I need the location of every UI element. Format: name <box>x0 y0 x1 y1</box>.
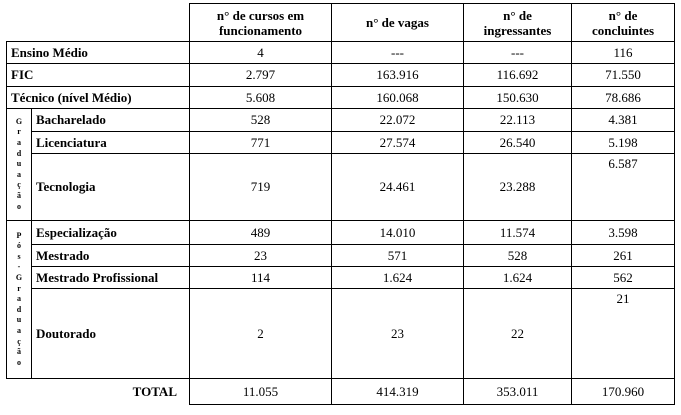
cell-concluintes: 116 <box>572 42 675 64</box>
vertical-letter: d <box>16 148 22 158</box>
vertical-letter: P <box>16 230 22 240</box>
header-cursos: n° de cursos em funcionamento <box>190 4 332 42</box>
vertical-letter: r <box>17 127 21 137</box>
table-row <box>7 154 675 221</box>
vertical-letter: u <box>16 315 22 325</box>
cell-vagas: 27.574 <box>332 132 464 154</box>
graduacao-group-label <box>7 109 32 221</box>
cell-concluintes: 6.587 <box>572 154 675 221</box>
vertical-letter: a <box>17 294 21 304</box>
cell-cursos: 114 <box>190 267 332 289</box>
vertical-letter: ã <box>17 347 21 357</box>
cell-concluintes: 21 <box>572 289 675 379</box>
vertical-letter: ç <box>17 336 21 346</box>
vertical-letter: d <box>16 304 22 314</box>
row-label: Especialização <box>32 221 190 245</box>
cell-vagas: 571 <box>332 245 464 267</box>
row-label: Ensino Médio <box>7 42 190 64</box>
cell-ingressantes: 116.692 <box>464 64 572 87</box>
vertical-text <box>7 117 31 212</box>
table-row <box>7 87 675 109</box>
cell-cursos: 23 <box>190 245 332 267</box>
cell-concluintes: 5.198 <box>572 132 675 154</box>
cell-ingressantes: 150.630 <box>464 87 572 109</box>
vertical-letter: s <box>17 251 21 261</box>
courses-table <box>6 3 675 405</box>
cell-cursos: 2 <box>190 289 332 379</box>
vertical-letter: - <box>17 262 21 272</box>
vertical-letter: a <box>17 138 21 148</box>
cell-cursos: 2.797 <box>190 64 332 87</box>
row-label: Mestrado Profissional <box>32 267 190 289</box>
cell-cursos: 528 <box>190 109 332 132</box>
table-row <box>7 132 675 154</box>
cell-vagas: 24.461 <box>332 154 464 221</box>
cell-vagas: 14.010 <box>332 221 464 245</box>
row-label: Bacharelado <box>32 109 190 132</box>
vertical-letter: u <box>16 159 22 169</box>
pos-graduacao-group-label <box>7 221 32 379</box>
total-cursos: 11.055 <box>190 379 332 405</box>
total-concluintes: 170.960 <box>572 379 675 405</box>
total-label: TOTAL <box>7 379 190 405</box>
vertical-letter: ã <box>17 190 21 200</box>
vertical-letter: ç <box>17 180 21 190</box>
cell-cursos: 489 <box>190 221 332 245</box>
cell-concluintes: 562 <box>572 267 675 289</box>
cell-vagas: 22.072 <box>332 109 464 132</box>
total-row <box>7 379 675 405</box>
table-row <box>7 64 675 87</box>
cell-vagas: 1.624 <box>332 267 464 289</box>
row-label: Licenciatura <box>32 132 190 154</box>
cell-ingressantes: 26.540 <box>464 132 572 154</box>
table-row <box>7 267 675 289</box>
vertical-letter: ó <box>17 241 21 251</box>
header-concluintes: n° de concluintes <box>572 4 675 42</box>
vertical-letter: G <box>15 273 23 283</box>
cell-ingressantes: --- <box>464 42 572 64</box>
header-ingressantes: n° de ingressantes <box>464 4 572 42</box>
cell-vagas: 160.068 <box>332 87 464 109</box>
table-row <box>7 42 675 64</box>
cell-ingressantes: 528 <box>464 245 572 267</box>
cell-ingressantes: 22 <box>464 289 572 379</box>
vertical-text <box>7 231 31 369</box>
cell-cursos: 771 <box>190 132 332 154</box>
row-label: Doutorado <box>32 289 190 379</box>
header-blank-cell <box>7 4 190 42</box>
table-row <box>7 245 675 267</box>
cell-concluintes: 4.381 <box>572 109 675 132</box>
vertical-letter: r <box>17 283 21 293</box>
cell-cursos: 719 <box>190 154 332 221</box>
cell-ingressantes: 1.624 <box>464 267 572 289</box>
table-row <box>7 109 675 132</box>
vertical-letter: G <box>15 116 23 126</box>
vertical-letter: a <box>17 169 21 179</box>
cell-cursos: 5.608 <box>190 87 332 109</box>
cell-vagas: 23 <box>332 289 464 379</box>
cell-vagas: 163.916 <box>332 64 464 87</box>
header-row <box>7 4 675 42</box>
cell-ingressantes: 23.288 <box>464 154 572 221</box>
vertical-letter: a <box>17 325 21 335</box>
total-ingressantes: 353.011 <box>464 379 572 405</box>
row-label: Técnico (nível Médio) <box>7 87 190 109</box>
table-row <box>7 289 675 379</box>
vertical-letter: o <box>17 357 21 367</box>
cell-ingressantes: 22.113 <box>464 109 572 132</box>
cell-concluintes: 3.598 <box>572 221 675 245</box>
cell-concluintes: 261 <box>572 245 675 267</box>
row-label: FIC <box>7 64 190 87</box>
header-vagas: n° de vagas <box>332 4 464 42</box>
cell-cursos: 4 <box>190 42 332 64</box>
cell-concluintes: 78.686 <box>572 87 675 109</box>
total-vagas: 414.319 <box>332 379 464 405</box>
row-label: Tecnologia <box>32 154 190 221</box>
vertical-letter: o <box>17 201 21 211</box>
cell-vagas: --- <box>332 42 464 64</box>
row-label: Mestrado <box>32 245 190 267</box>
cell-concluintes: 71.550 <box>572 64 675 87</box>
cell-ingressantes: 11.574 <box>464 221 572 245</box>
table-row <box>7 221 675 245</box>
